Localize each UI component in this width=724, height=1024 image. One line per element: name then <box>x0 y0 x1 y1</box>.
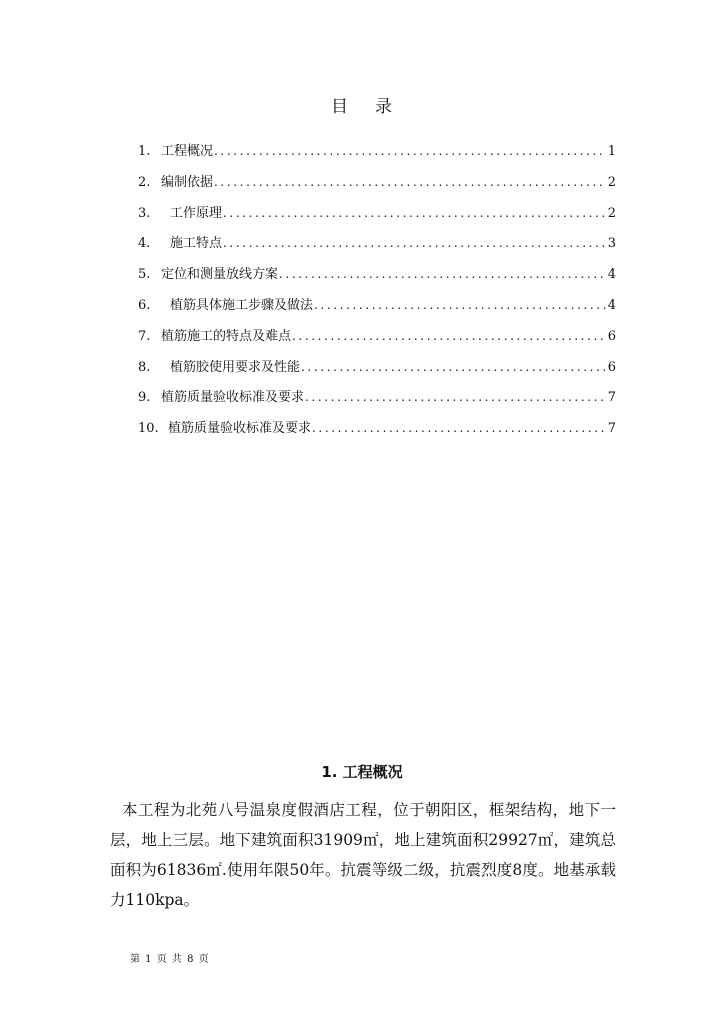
toc-item-number: 8. <box>138 359 151 375</box>
toc-item-label: 植筋具体施工步骤及做法 <box>170 297 314 313</box>
toc-item-number: 4. <box>138 236 151 252</box>
toc-leader-dots <box>301 360 606 374</box>
toc-item-number: 7. <box>138 328 151 344</box>
toc-item-page: 7 <box>607 390 616 406</box>
toc-item[interactable] <box>138 386 616 417</box>
toc-item[interactable] <box>138 171 616 202</box>
toc-leader-dots <box>223 206 606 220</box>
toc-item-label: 定位和测量放线方案 <box>161 267 279 283</box>
toc-leader-dots <box>279 267 606 281</box>
toc-item-label: 工程概况 <box>161 144 214 159</box>
toc-item[interactable] <box>138 417 616 448</box>
toc-item-page: 7 <box>607 421 616 437</box>
table-of-contents <box>138 140 616 448</box>
toc-item[interactable] <box>138 140 616 171</box>
toc-item-number: 3. <box>138 205 151 221</box>
toc-leader-dots <box>214 175 606 189</box>
toc-item[interactable] <box>138 263 616 294</box>
toc-leader-dots <box>305 390 606 404</box>
toc-item-label: 工作原理 <box>170 205 223 221</box>
toc-item-label: 编制依据 <box>161 174 214 190</box>
toc-item-number: 9. <box>138 390 151 406</box>
toc-item-page: 6 <box>607 359 616 375</box>
page-footer: 第 1 页 共 8 页 <box>130 954 210 965</box>
toc-item-page: 4 <box>607 267 616 283</box>
section-heading: 1. 工程概况 <box>321 763 403 781</box>
toc-title-right: 录 <box>375 97 393 117</box>
toc-item-number: 5. <box>138 267 151 283</box>
toc-item[interactable] <box>138 294 616 325</box>
toc-title-left: 目 <box>331 97 349 117</box>
toc-item-page: 4 <box>607 297 616 313</box>
section-paragraph: 本工程为北苑八号温泉度假酒店工程，位于朝阳区，框架结构，地下一层，地上三层。地下建筑面积31909㎡，地上建筑面积29927㎡，建筑总面积为61836㎡.使用年限50年。抗震等级二级，抗震烈度8度。地基承载力110kpa。 <box>110 801 616 909</box>
toc-item-number: 6. <box>138 297 151 313</box>
toc-item-label: 植筋质量验收标准及要求 <box>168 421 312 437</box>
toc-item[interactable] <box>138 325 616 356</box>
toc-item-label: 施工特点 <box>170 236 223 252</box>
toc-item-label: 植筋质量验收标准及要求 <box>161 390 305 406</box>
toc-leader-dots <box>214 144 606 158</box>
toc-leader-dots <box>312 421 606 435</box>
toc-item[interactable] <box>138 356 616 387</box>
toc-title <box>0 92 724 117</box>
toc-item-label: 植筋胶使用要求及性能 <box>170 359 301 375</box>
toc-item-page: 2 <box>607 205 616 221</box>
toc-item[interactable] <box>138 232 616 263</box>
toc-item-number: 2. <box>138 174 151 190</box>
toc-item-label: 植筋施工的特点及难点 <box>161 328 292 344</box>
toc-item-page: 1 <box>607 144 616 159</box>
toc-leader-dots <box>292 329 606 343</box>
toc-item-number: 1. <box>138 144 151 159</box>
toc-item-page: 3 <box>607 236 616 252</box>
toc-item[interactable] <box>138 202 616 233</box>
toc-item-page: 6 <box>607 328 616 344</box>
toc-item-page: 2 <box>607 174 616 190</box>
toc-leader-dots <box>223 236 606 250</box>
toc-item-number: 10. <box>138 421 159 437</box>
toc-leader-dots <box>314 298 606 312</box>
